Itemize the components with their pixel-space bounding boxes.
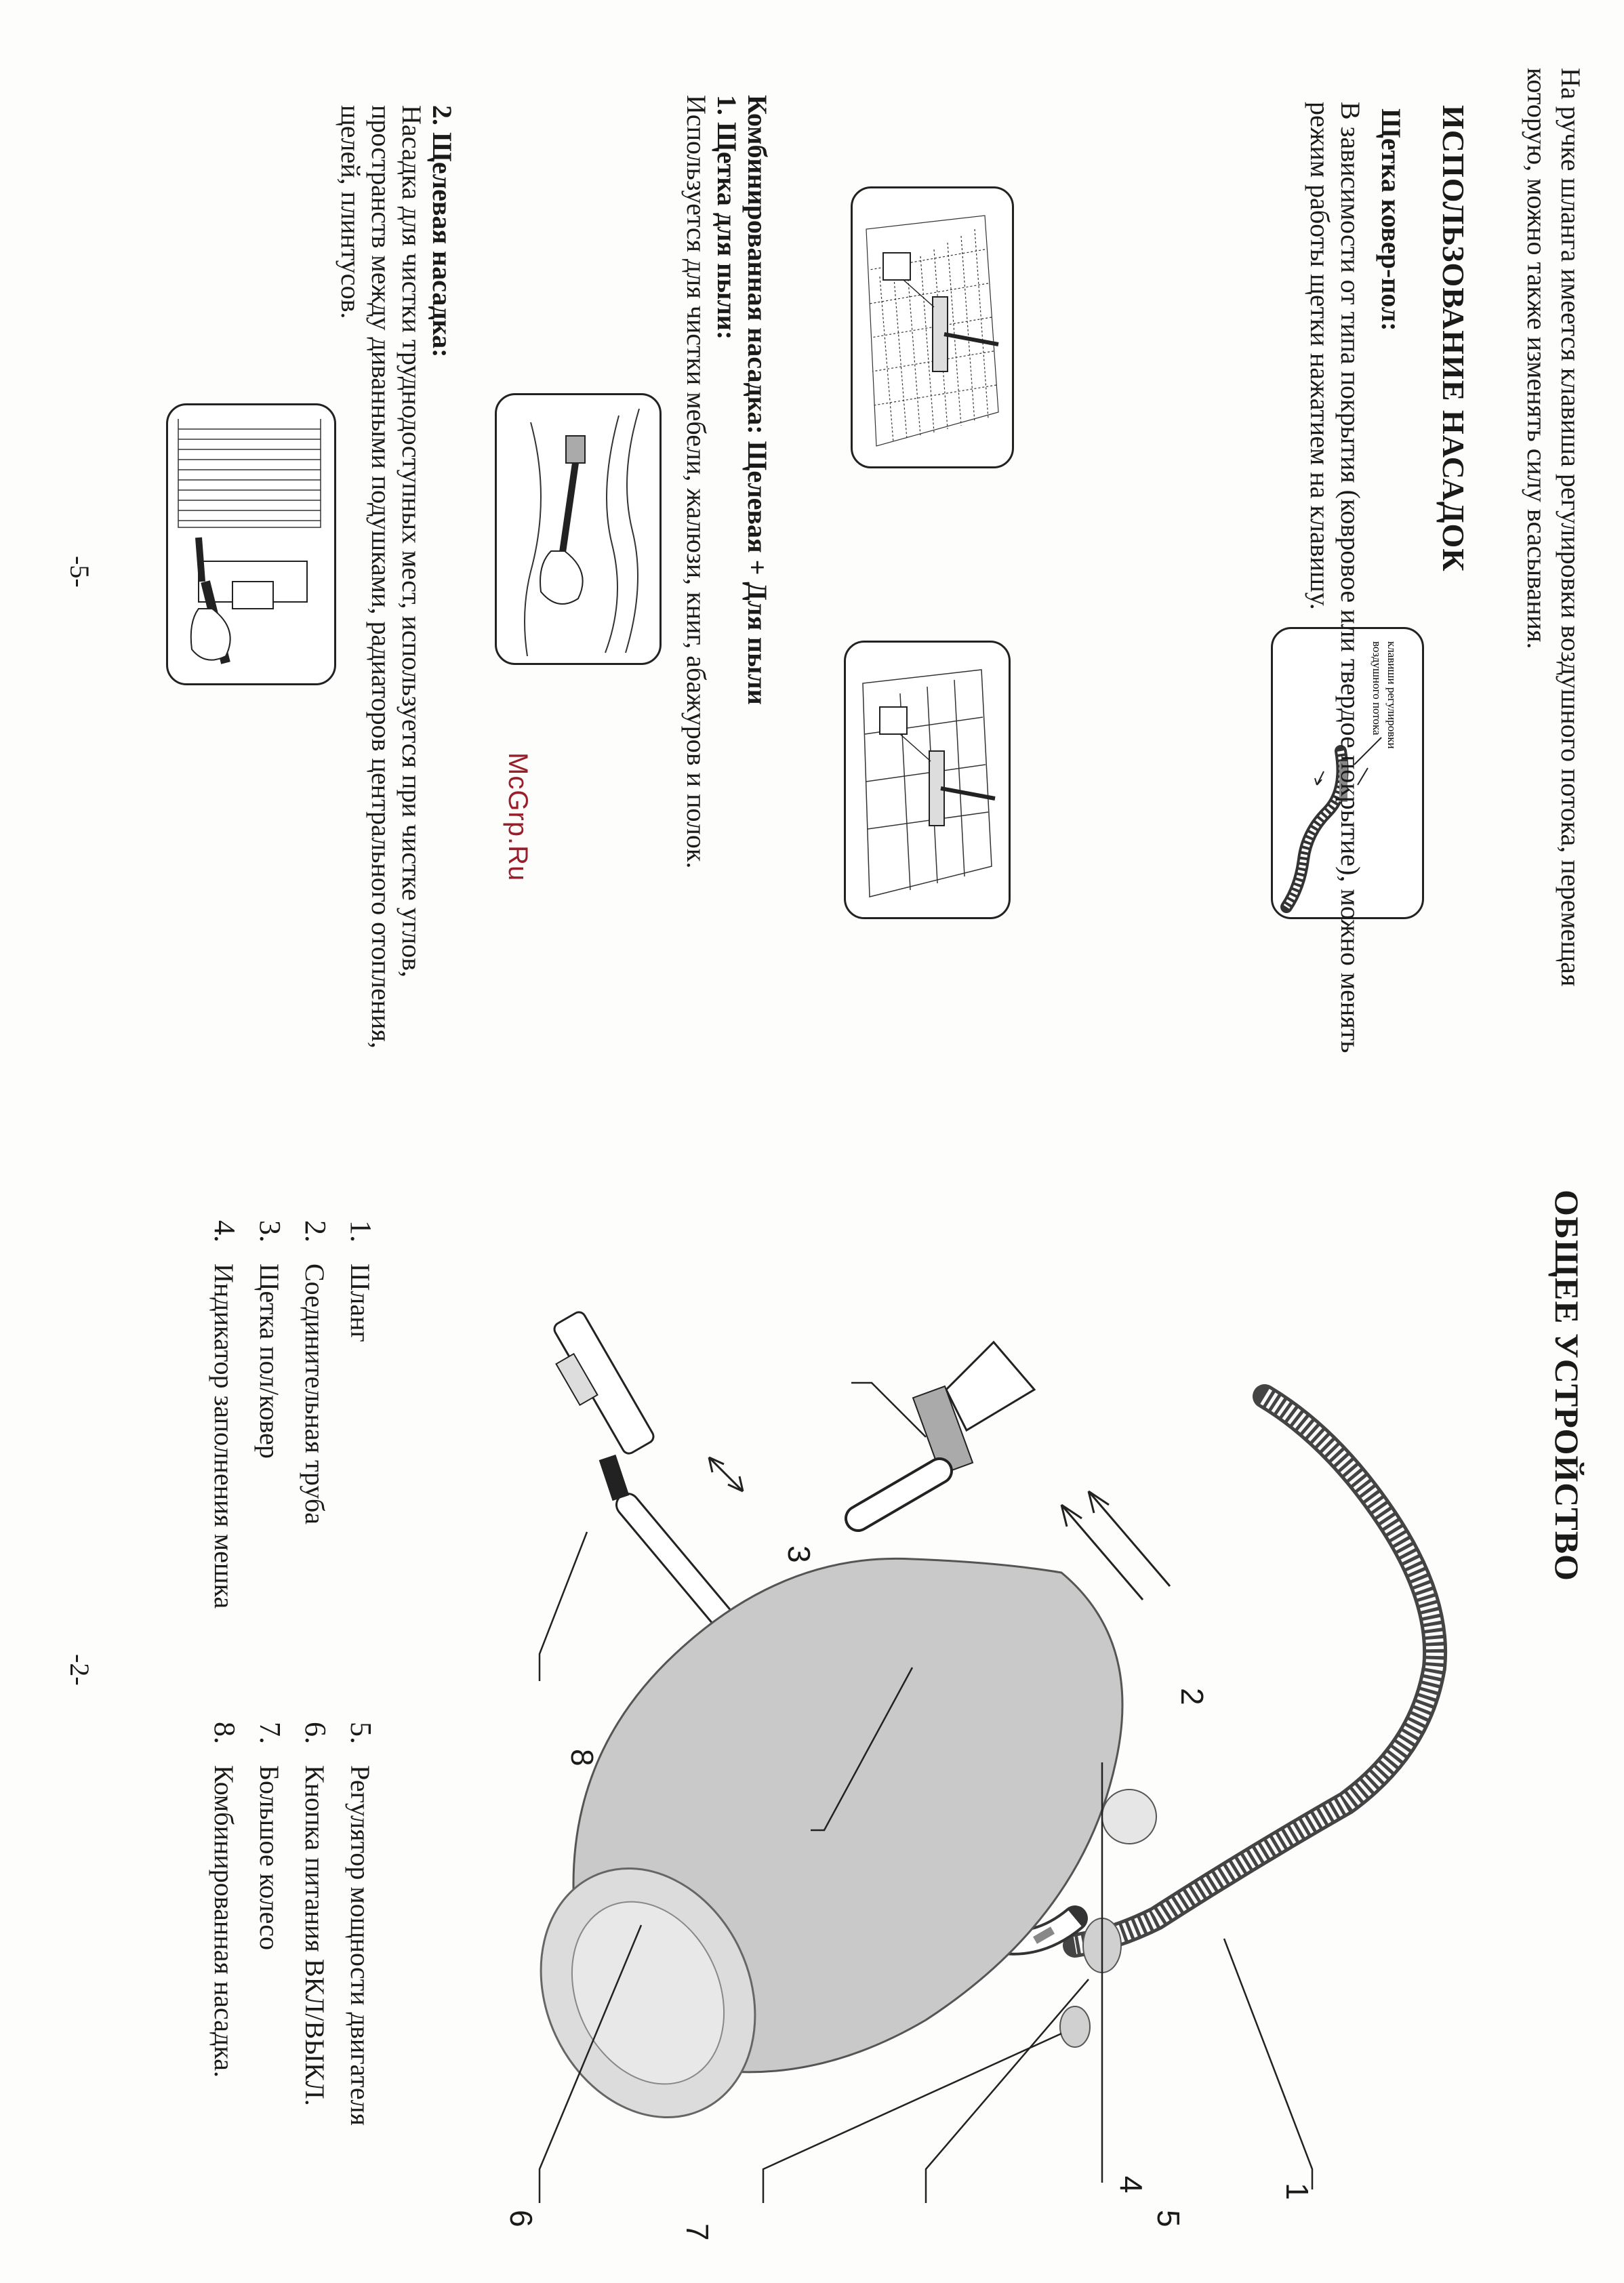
right-page-number: -2- [64, 1654, 95, 1686]
carpet-brush-illustration [851, 186, 1014, 468]
callout-4: 4 [1114, 2176, 1149, 2194]
legend-num-1: 1. [344, 1220, 378, 1242]
airflow-label-1: клавиши регулировки [1385, 641, 1398, 749]
floor-brush [552, 1310, 655, 1498]
callout-1: 1 [1280, 2183, 1315, 2200]
left-section-title: ИСПОЛЬЗОВАНИЕ НАСАДОК [1436, 105, 1471, 572]
legend-label-7: Большое колесо [254, 1765, 285, 1951]
legend-label-1: Шланг [345, 1264, 375, 1342]
callout-2: 2 [1175, 1688, 1210, 1705]
airflow-label-2: воздушного потока [1371, 641, 1383, 735]
legend-num-4: 4. [208, 1220, 241, 1242]
legend-item-5 [344, 1722, 377, 2126]
legend-item-6 [298, 1722, 331, 2126]
legend-label-3: Щетка пол/ковер [254, 1264, 285, 1459]
combo-heading: Комбинированная насадка: Щелевая + Для пыли [742, 95, 773, 705]
combination-nozzle [858, 1342, 1034, 1518]
dust-brush-text: Используется для чистки мебели, жалюзи, книг, абажуров и полок. [681, 95, 712, 869]
legend-right [207, 1722, 377, 2126]
legend-item-4 [207, 1220, 241, 1609]
callout-5: 5 [1151, 2210, 1186, 2227]
crevice-heading: 2. Щелевая насадка: [427, 105, 458, 358]
brush-arrow [709, 1457, 743, 1491]
legend-label-4: Индикатор заполнения мешка [209, 1264, 239, 1609]
legend-num-6: 6. [299, 1722, 332, 1744]
dust-brush-heading: 1. Щетка для пыли: [712, 95, 742, 340]
left-page-number: -5- [64, 556, 95, 588]
legend-item-7 [253, 1722, 286, 2126]
legend-item-2 [298, 1220, 331, 1609]
legend-label-2: Соединительная труба [300, 1264, 330, 1524]
legend-item-3 [253, 1220, 286, 1609]
legend-label-6: Кнопка питания ВКЛ/ВЫКЛ. [300, 1765, 330, 2106]
crevice-tool-illustration [166, 403, 336, 685]
legend-num-5: 5. [344, 1722, 378, 1744]
legend-label-5: Регулятор мощности двигателя [345, 1765, 375, 2126]
hose [1075, 1396, 1435, 1945]
watermark: McGrp.Ru [503, 752, 533, 882]
right-section-title: ОБЩЕЕ УСТРОЙСТВО [1548, 1190, 1586, 1581]
intro-line-2: которую, можно также изменять силу всасывания. [1522, 68, 1552, 649]
crevice-text-3: щелей, плинтусов. [336, 105, 366, 319]
floor-brush-heading: Щетка ковер-пол: [1376, 108, 1406, 331]
callout-3: 3 [781, 1545, 817, 1563]
legend-num-2: 2. [299, 1220, 332, 1242]
dust-brush-illustration [495, 393, 662, 665]
inlet-arrows [1061, 1491, 1170, 1600]
legend-left [207, 1220, 377, 1609]
legend-num-3: 3. [253, 1220, 287, 1242]
callout-6: 6 [504, 2210, 539, 2227]
legend-num-8: 8. [208, 1722, 241, 1744]
legend-num-7: 7. [253, 1722, 287, 1744]
crevice-text-1: Насадка для чистки труднодоступных мест, используется при чистке углов, [397, 105, 427, 977]
floor-brush-text-1: В зависимости от типа покрытия (ковровое или твердое покрытие), можно менять [1335, 102, 1366, 1053]
vacuum-body [502, 1558, 1156, 2152]
callout-7: 7 [680, 2223, 715, 2241]
legend-label-8: Комбинированная насадка. [209, 1765, 239, 2078]
legend-item-1 [344, 1220, 377, 1609]
crevice-text-2: пространств между диванными подушками, радиаторов центрального отопления, [366, 105, 397, 1049]
intro-line-1: На ручке шланга имеется клавиша регулировки воздушного потока, перемещая [1556, 68, 1586, 987]
hard-floor-brush-illustration [844, 641, 1011, 919]
legend-item-8 [207, 1722, 241, 2126]
floor-brush-text-2: режим работы щетки нажатием на клавишу. [1305, 102, 1335, 610]
callout-8: 8 [565, 1749, 600, 1766]
